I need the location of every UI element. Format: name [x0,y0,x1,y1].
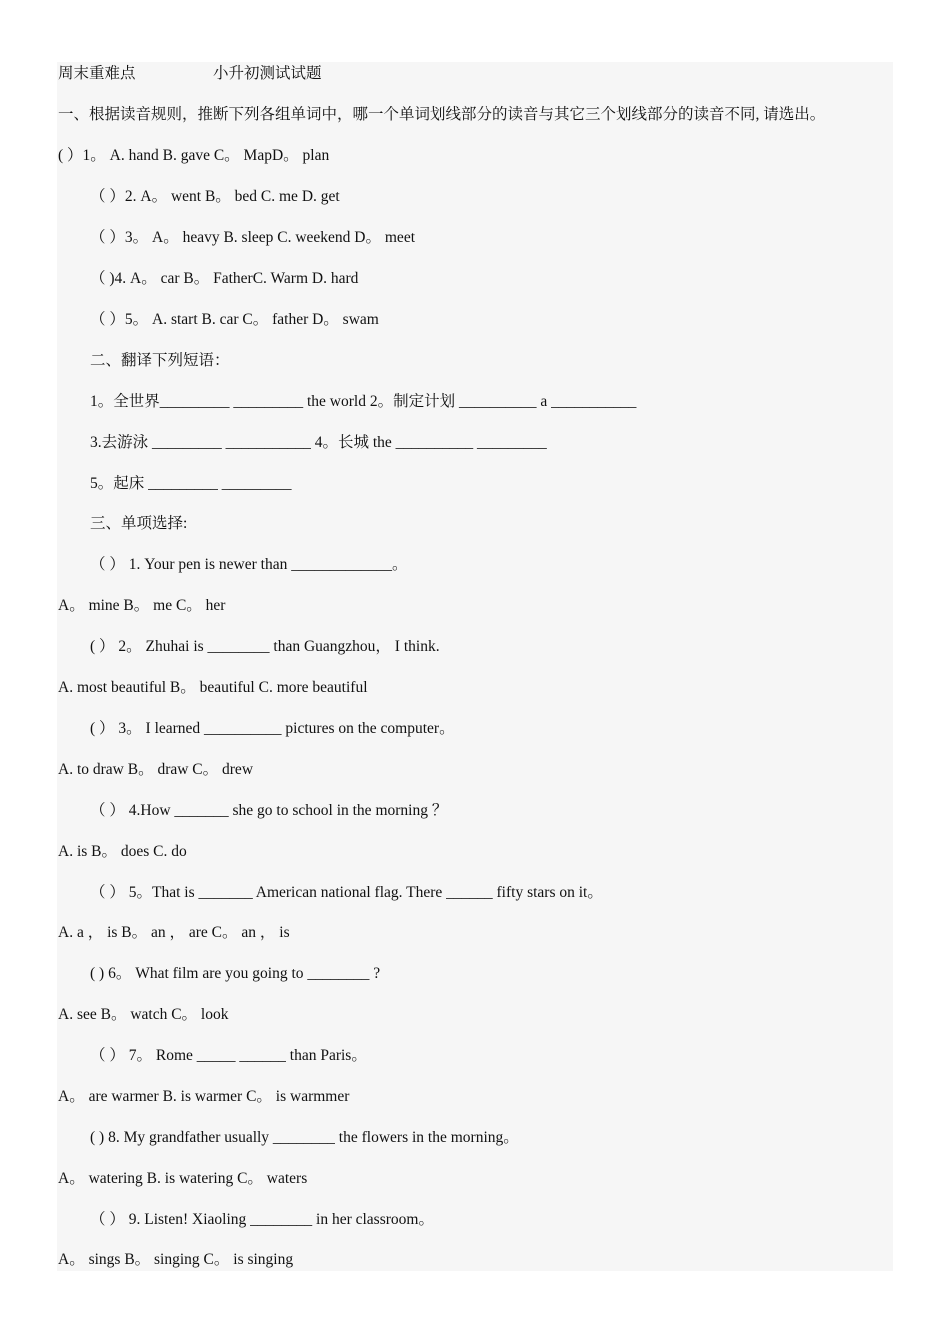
question-3-2: ( ） 2。 Zhuhai is ________ than Guangzhou， I think. [90,638,440,655]
phrase-1-2: 1。全世界_________ _________ the world 2。制定计划 __________ a ___________ [90,393,637,410]
question-3-7: （ ） 7。 Rome _____ ______ than Paris。 [90,1047,367,1064]
question-3-1: （ ） 1. Your pen is newer than _____________。 [90,556,408,573]
options-3-2: A. most beautiful B。 beautiful C. more beautiful [58,679,368,696]
question-3-8: ( ) 8. My grandfather usually ________ the flowers in the morning。 [90,1129,519,1146]
question-1-2: （ ）2. A。 went B。 bed C. me D. get [90,188,340,205]
question-3-9: （ ） 9. Listen! Xiaoling ________ in her classroom。 [90,1211,434,1228]
question-1-3: （ ）3。 A。 heavy B. sleep C. weekend D。 meet [90,229,416,246]
options-3-4: A. is B。 does C. do [58,843,187,860]
section-1-heading: 一、根据读音规则，推断下列各组单词中，哪一个单词划线部分的读音与其它三个划线部分的读音不同, 请选出。 [58,106,826,123]
question-3-4: （ ） 4.How _______ she go to school in the morning ？ [90,802,448,819]
options-3-8: A。 watering B. is watering C。 waters [58,1170,308,1187]
options-3-1: A。 mine B。 me C。 her [58,597,226,614]
options-3-3: A. to draw B。 draw C。 drew [58,761,254,778]
options-3-6: A. see B。 watch C。 look [58,1006,229,1023]
question-1-1: ( ）1。 A. hand B. gave C。 MapD。 plan [58,147,330,164]
options-3-7: A。 are warmer B. is warmer C。 is warmmer [58,1088,350,1105]
options-3-5: A. a ， is B。 an ， are C。 an ， is [58,924,290,941]
question-3-6: ( ) 6。 What film are you going to ________ ? [90,965,381,982]
phrase-5: 5。起床 _________ _________ [90,475,292,492]
section-2-heading: 二、翻译下列短语： [90,352,230,369]
question-1-4: （ )4. A。 car B。 FatherC. Warm D. hard [90,270,359,287]
question-1-5: （ ）5。 A. start B. car C。 father D。 swam [90,311,379,328]
header-title: 周末重难点 小升初测试试题 [58,65,322,82]
question-3-5: （ ） 5。That is _______ American national flag. There ______ fifty stars on it。 [90,884,603,901]
section-3-heading: 三、单项选择: [90,515,188,532]
question-3-3: ( ） 3。 I learned __________ pictures on the computer。 [90,720,455,737]
phrase-3-4: 3.去游泳 _________ ___________ 4。长城 the __________ _________ [90,434,547,451]
options-3-9: A。 sings B。 singing C。 is singing [58,1251,294,1268]
